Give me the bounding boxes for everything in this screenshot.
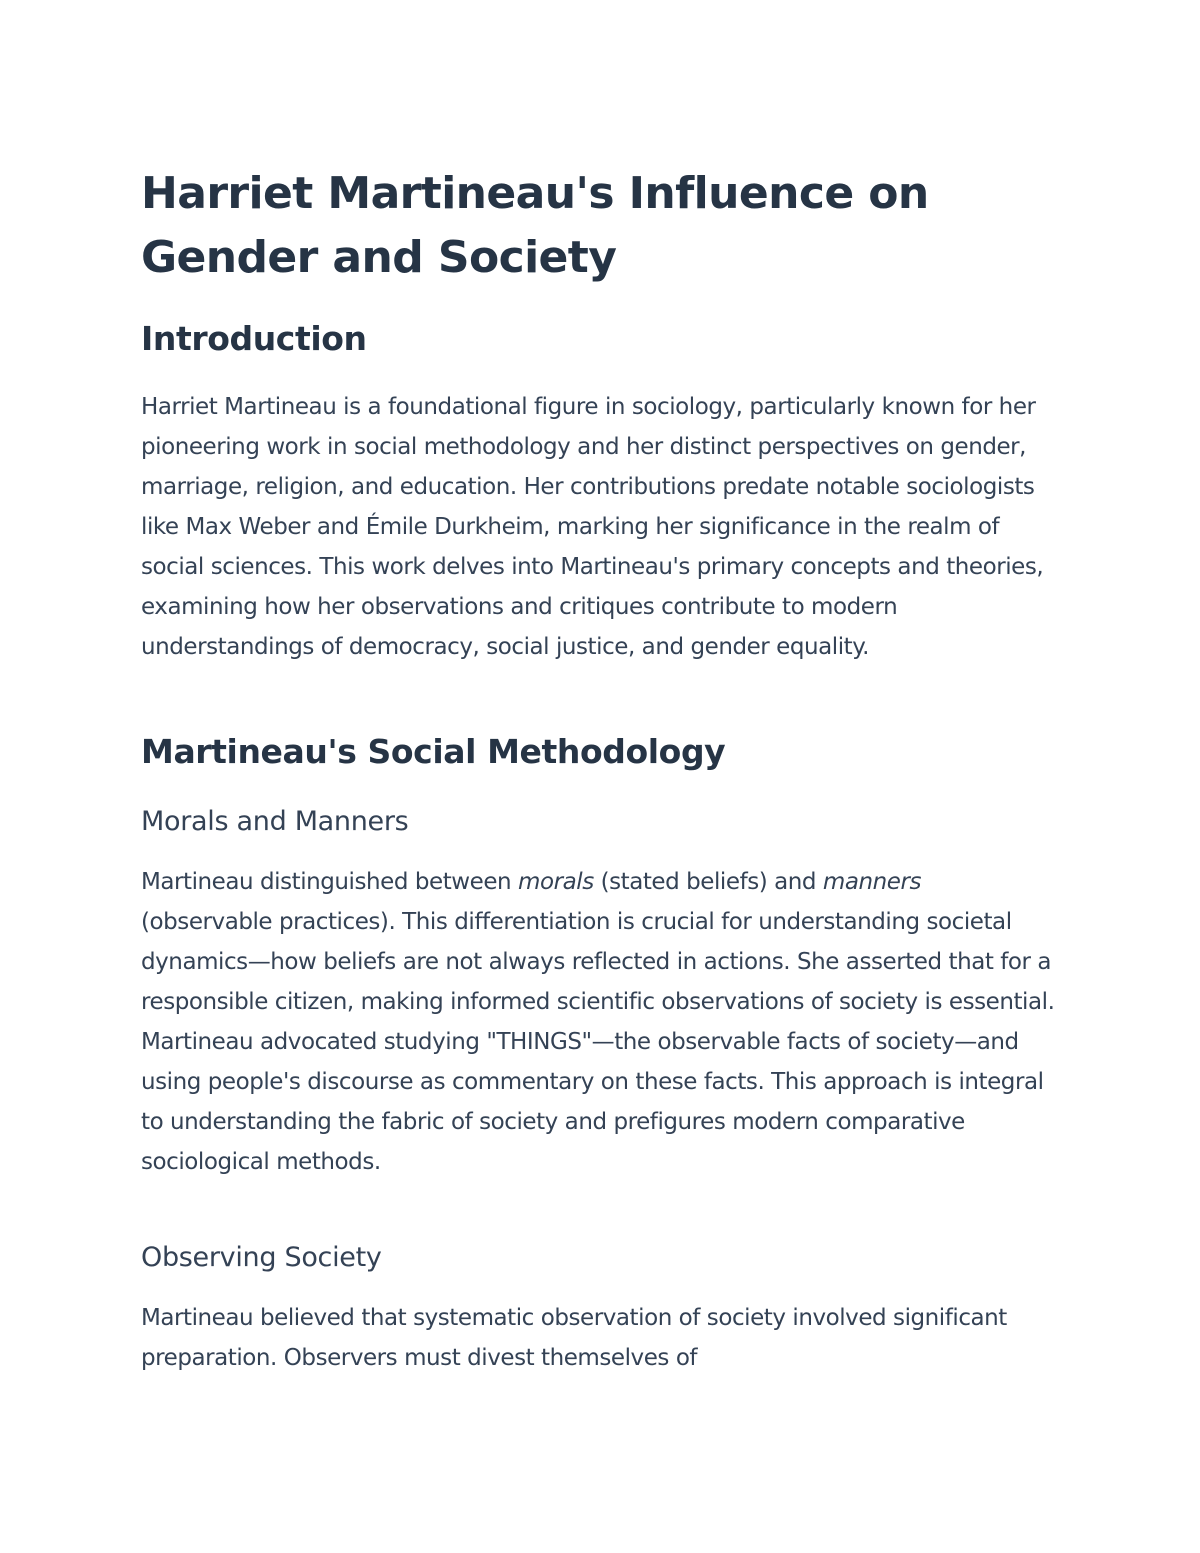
paragraph-text: Martineau distinguished between [141, 869, 519, 895]
observing-society-paragraph: Martineau believed that systematic observation of society involved significant preparation. Observers must divest themselves of [141, 1305, 1007, 1371]
emphasis-morals: morals [518, 869, 594, 895]
paragraph-text: (observable practices). This differentiation is crucial for understanding societal dynamics—how beliefs are not always reflected in actions. She asserted that for a responsible citizen, making informed scientific observations of society is essential. Martineau advocated studying "THINGS"—the observable facts of society—and using people's discourse as commentary on these facts. This approach is integral to understanding the fabric of society and prefigures modern comparative sociological methods. [141, 909, 1055, 1175]
subsection-heading-morals-and-manners: Morals and Manners [141, 806, 409, 837]
document-title: Harriet Martineau's Influence on Gender and Society [141, 168, 929, 283]
section-heading-introduction: Introduction [141, 319, 367, 358]
introduction-paragraph: Harriet Martineau is a foundational figure in sociology, particularly known for her pioneering work in social methodology and her distinct perspectives on gender, marriage, religion, and education. Her contributions predate notable sociologists like Max Weber and Émile Durkheim, marking her significance in the realm of social sciences. This work delves into Martineau's primary concepts and theories, examining how her observations and critiques contribute to modern understandings of democracy, social justice, and gender equality. [141, 394, 1044, 660]
section-heading-social-methodology: Martineau's Social Methodology [141, 732, 726, 771]
emphasis-manners: manners [822, 869, 922, 895]
subsection-heading-observing-society: Observing Society [141, 1242, 382, 1273]
paragraph-text: (stated beliefs) and [593, 869, 823, 895]
morals-and-manners-paragraph [141, 862, 1056, 1182]
